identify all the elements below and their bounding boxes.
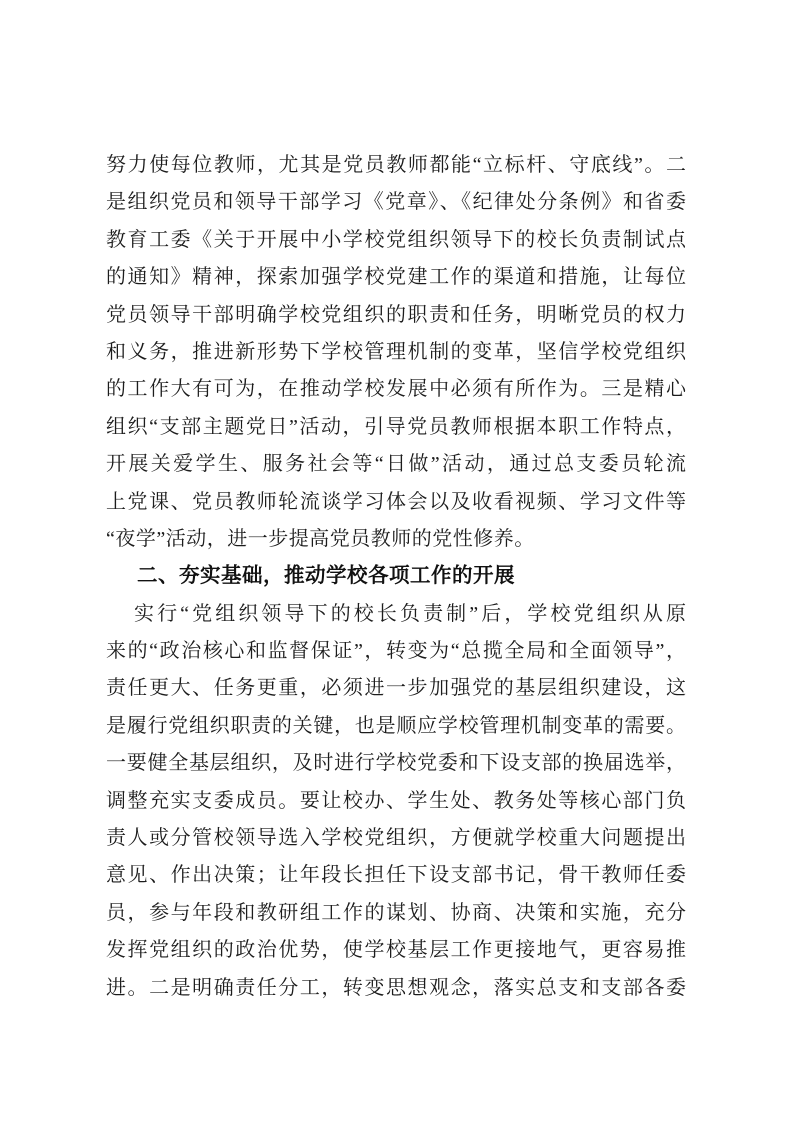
- text-line: “夜学”活动，进一步提高党员教师的党性修养。: [106, 527, 535, 550]
- text-line: 一要健全基层组织，及时进行学校党委和下设支部的换届选举，: [106, 752, 686, 775]
- text-line: 责任更大、任务更重，必须进一步加强党的基层组织建设，这: [106, 677, 686, 700]
- text-line: 意见、作出决策；让年段长担任下设支部书记，骨干教师任委: [106, 864, 686, 887]
- text-line: 和义务，推进新形势下学校管理机制的变革，坚信学校党组织: [106, 340, 686, 363]
- text-line: 的工作大有可为，在推动学校发展中必须有所作为。三是精心: [106, 378, 686, 401]
- text-line: 是履行党组织职责的关键，也是顺应学校管理机制变革的需要。: [106, 714, 686, 737]
- text-line: 进。二是明确责任分工，转变思想观念，落实总支和支部各委: [106, 976, 686, 999]
- text-line: 党员领导干部明确学校党组织的职责和任务，明晰党员的权力: [106, 303, 686, 326]
- text-line: 来的“政治核心和监督保证”，转变为“总揽全局和全面领导”，: [106, 640, 686, 663]
- document-body: [106, 147, 686, 1007]
- text-line: 努力使每位教师，尤其是党员教师都能“立标杆、守底线”。二: [106, 154, 686, 176]
- text-line: 组织“支部主题党日”活动，引导党员教师根据本职工作特点，: [106, 415, 686, 438]
- text-line: 调整充实支委成员。要让校办、学生处、教务处等核心部门负: [106, 789, 686, 812]
- section-heading-2: 二、夯实基础，推动学校各项工作的开展: [137, 565, 515, 588]
- text-line: 上党课、党员教师轮流谈学习体会以及收看视频、学习文件等: [106, 490, 686, 513]
- text-line: 教育工委《关于开展中小学校党组织领导下的校长负责制试点: [106, 228, 686, 251]
- text-line: 员，参与年段和教研组工作的谋划、协商、决策和实施，充分: [106, 901, 686, 924]
- text-line: 是组织党员和领导干部学习《党章》、《纪律处分条例》和省委: [106, 191, 686, 214]
- text-line: 责人或分管校领导选入学校党组织，方便就学校重大问题提出: [106, 827, 686, 850]
- text-line: 的通知》精神，探索加强学校党建工作的渠道和措施，让每位: [106, 266, 686, 289]
- text-line: 实行“党组织领导下的校长负责制”后，学校党组织从原: [134, 602, 686, 625]
- text-line: 开展关爱学生、服务社会等“日做”活动，通过总支委员轮流: [106, 453, 686, 476]
- text-line: 发挥党组织的政治优势，使学校基层工作更接地气，更容易推: [106, 939, 686, 962]
